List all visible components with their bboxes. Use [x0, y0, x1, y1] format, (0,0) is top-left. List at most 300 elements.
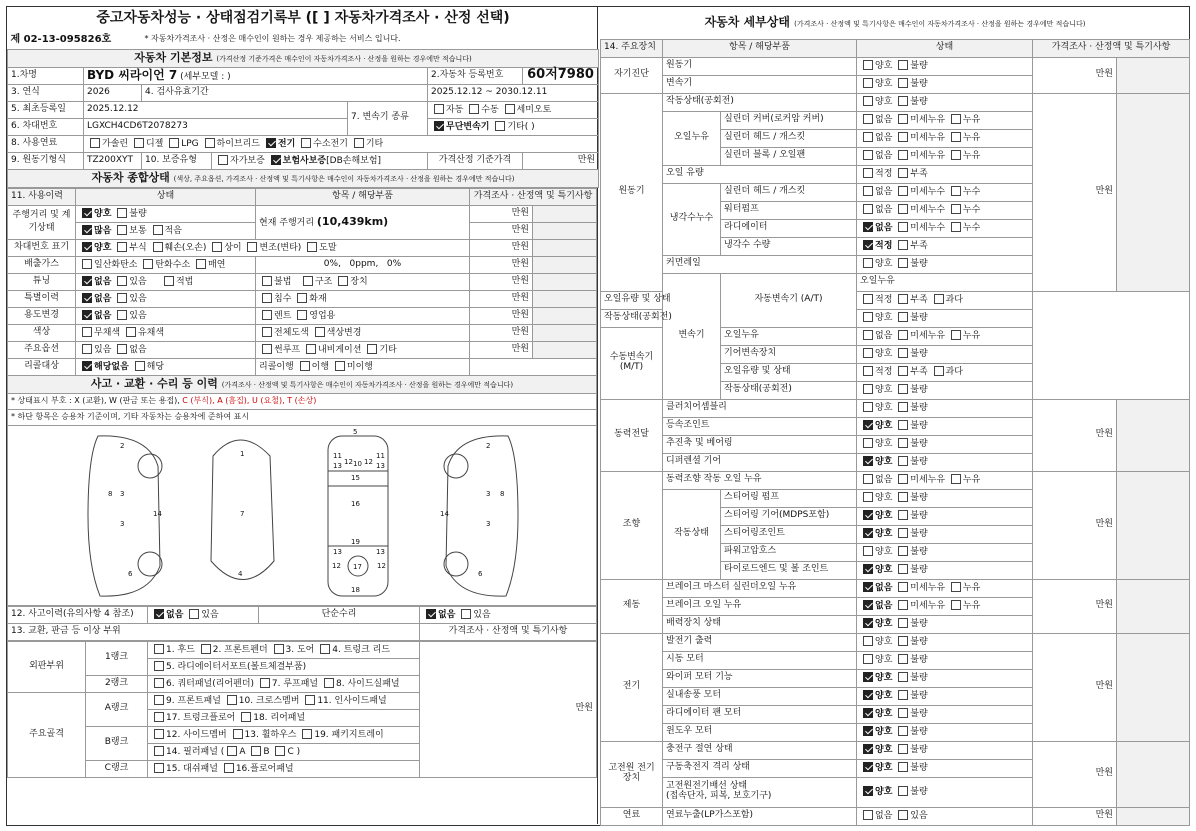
part-number: 19: [351, 537, 360, 546]
accident-title: 사고 · 교환 · 수리 등 이력: [90, 376, 218, 390]
opt: 무단변속기: [446, 121, 490, 132]
part-number: 12: [344, 457, 353, 466]
checkbox[interactable]: [863, 96, 873, 106]
checkbox[interactable]: [307, 242, 317, 252]
unit: 만원: [1033, 807, 1117, 825]
detail-note: (가격조사 · 산정액 및 특기사항은 매수인이 자동차가격조사 · 산정을 원하는 경우에만 적습니다): [794, 20, 1086, 29]
opt: 없음: [129, 344, 147, 355]
car-side-left: [88, 435, 160, 595]
part-number: 6: [478, 569, 483, 578]
mileage: (10,439km): [316, 214, 389, 228]
opt: 화재: [309, 293, 327, 304]
checkbox[interactable]: [154, 746, 164, 756]
checkbox[interactable]: [951, 186, 961, 196]
opt: 양호: [875, 493, 893, 504]
item: 구동축전지 격리 상태: [663, 759, 857, 777]
checkbox-checked[interactable]: [434, 121, 444, 131]
checkbox[interactable]: [126, 327, 136, 337]
opt: 무채색: [94, 327, 121, 338]
checkbox[interactable]: [898, 636, 908, 646]
opt: 불량: [910, 385, 928, 396]
symbol-note: * 상태표시 부호 : X (교환), W (판금 또는 용접),: [11, 395, 183, 405]
checkbox-checked[interactable]: [863, 744, 873, 754]
checkbox[interactable]: [898, 564, 908, 574]
opt: 보험사보증: [282, 155, 327, 166]
checkbox[interactable]: [898, 600, 908, 610]
checkbox[interactable]: [320, 644, 330, 654]
checkbox[interactable]: [863, 294, 873, 304]
checkbox[interactable]: [82, 327, 92, 337]
checkbox[interactable]: [898, 168, 908, 178]
opt: 불량: [910, 655, 928, 666]
checkbox[interactable]: [863, 474, 873, 484]
checkbox-checked[interactable]: [863, 564, 873, 574]
rank-b: B랭크: [86, 726, 148, 760]
checkbox[interactable]: [434, 104, 444, 114]
opt: 훼손(오손): [164, 242, 207, 253]
col-state: 상태: [857, 39, 1033, 57]
checkbox[interactable]: [898, 132, 908, 142]
checkbox-checked[interactable]: [82, 208, 92, 218]
checkbox[interactable]: [305, 695, 315, 705]
checkbox[interactable]: [218, 155, 228, 165]
checkbox[interactable]: [898, 810, 908, 820]
checkbox[interactable]: [898, 114, 908, 124]
checkbox-checked[interactable]: [863, 618, 873, 628]
label-reg-number: 2.자동차 등록번호: [428, 67, 523, 84]
checkbox[interactable]: [251, 746, 261, 756]
checkbox[interactable]: [898, 762, 908, 772]
checkbox-checked[interactable]: [863, 456, 873, 466]
checkbox[interactable]: [354, 138, 364, 148]
checkbox-checked[interactable]: [82, 293, 92, 303]
main-frame: 주요골격: [8, 692, 86, 777]
checkbox[interactable]: [863, 78, 873, 88]
opt: 양호: [875, 349, 893, 360]
rank-2: 2랭크: [86, 675, 148, 692]
checkbox[interactable]: [863, 150, 873, 160]
checkbox[interactable]: [82, 344, 92, 354]
checkbox-checked[interactable]: [863, 510, 873, 520]
opt: 4. 트렁크 리드: [332, 644, 391, 655]
checkbox[interactable]: [898, 708, 908, 718]
opt: 이행: [311, 361, 330, 372]
opt: 미세누유: [910, 115, 946, 126]
checkbox[interactable]: [898, 384, 908, 394]
part-number: 14: [153, 509, 162, 518]
checkbox[interactable]: [117, 208, 127, 218]
replace-label: 13. 교환, 판금 등 이상 부위: [8, 623, 420, 640]
checkbox[interactable]: [898, 312, 908, 322]
checkbox-checked[interactable]: [863, 672, 873, 682]
checkbox[interactable]: [117, 225, 127, 235]
checkbox-checked[interactable]: [82, 310, 92, 320]
opt: 누수: [962, 205, 981, 216]
checkbox[interactable]: [367, 344, 377, 354]
opt: 없음: [875, 223, 893, 234]
checkbox[interactable]: [143, 259, 153, 269]
opt: 불량: [910, 511, 928, 522]
checkbox[interactable]: [863, 204, 873, 214]
checkbox-checked[interactable]: [863, 222, 873, 232]
opt: 하이브리드: [216, 138, 261, 149]
opt: 19. 패키지트레이: [314, 729, 384, 740]
checkbox[interactable]: [934, 366, 944, 376]
checkbox-checked[interactable]: [863, 600, 873, 610]
checkbox[interactable]: [898, 474, 908, 484]
checkbox[interactable]: [863, 330, 873, 340]
unit: 만원: [470, 205, 533, 222]
opt: 누유: [962, 151, 981, 162]
item: 충전구 절연 상태: [663, 741, 857, 759]
opt: 미세누유: [910, 331, 946, 342]
checkbox-checked[interactable]: [82, 242, 92, 252]
page-title: 중고자동차성능 · 상태점검기록부 ([ ] 자동차가격조사 · 산정 선택): [96, 10, 510, 27]
opt: 양호: [875, 787, 893, 798]
checkbox[interactable]: [82, 259, 92, 269]
checkbox[interactable]: [898, 222, 908, 232]
checkbox-checked[interactable]: [863, 528, 873, 538]
opt: 양호: [875, 637, 893, 648]
part-number: 3: [120, 519, 125, 528]
checkbox[interactable]: [863, 438, 873, 448]
checkbox-checked[interactable]: [82, 361, 92, 371]
checkbox[interactable]: [951, 150, 961, 160]
checkbox[interactable]: [90, 138, 100, 148]
checkbox[interactable]: [951, 204, 961, 214]
checkbox[interactable]: [898, 618, 908, 628]
checkbox[interactable]: [898, 546, 908, 556]
checkbox[interactable]: [863, 312, 873, 322]
val: 0ppm,: [349, 258, 379, 269]
opt: 불량: [910, 439, 928, 450]
part-number: 11: [333, 451, 342, 460]
opt: 탄화수소: [155, 259, 191, 270]
checkbox[interactable]: [898, 582, 908, 592]
checkbox[interactable]: [495, 121, 505, 131]
item: 등속조인트: [663, 417, 857, 435]
label-engine-type: 9. 원동기형식: [8, 152, 84, 169]
checkbox[interactable]: [863, 348, 873, 358]
checkbox[interactable]: [117, 344, 127, 354]
checkbox[interactable]: [863, 258, 873, 268]
checkbox[interactable]: [262, 327, 272, 337]
checkbox[interactable]: [324, 678, 334, 688]
checkbox[interactable]: [951, 330, 961, 340]
checkbox[interactable]: [164, 276, 174, 286]
checkbox[interactable]: [154, 644, 164, 654]
item: 스티어링 기어(MDPS포함): [721, 507, 857, 525]
mileage-label: 주행거리 및 계기상태: [8, 205, 76, 239]
checkbox[interactable]: [153, 242, 163, 252]
checkbox[interactable]: [898, 654, 908, 664]
checkbox[interactable]: [863, 186, 873, 196]
checkbox-checked[interactable]: [863, 708, 873, 718]
part-number: 1: [240, 449, 245, 458]
checkbox[interactable]: [898, 420, 908, 430]
checkbox[interactable]: [189, 609, 199, 619]
part-number: 7: [240, 509, 245, 518]
checkbox-checked[interactable]: [863, 762, 873, 772]
item: 라디에이터: [721, 219, 857, 237]
checkbox[interactable]: [863, 654, 873, 664]
checkbox[interactable]: [863, 546, 873, 556]
label-car-name: 1.차명: [8, 67, 84, 84]
opt: 기타( ): [507, 121, 535, 132]
opt: 2. 프론트펜더: [212, 644, 268, 655]
service-notice: * 자동차가격조사 · 산정은 매수인이 원하는 경우 제공하는 서비스 입니다.: [142, 31, 599, 49]
opt: 없음: [438, 609, 456, 620]
checkbox[interactable]: [898, 150, 908, 160]
checkbox[interactable]: [863, 60, 873, 70]
opt: 구조: [314, 276, 333, 287]
label-inspection-valid: 4. 검사유효기간: [142, 84, 428, 101]
checkbox[interactable]: [297, 310, 307, 320]
opt: 9. 프론트패널: [166, 695, 221, 706]
checkbox[interactable]: [898, 438, 908, 448]
checkbox[interactable]: [212, 242, 222, 252]
opt: 수소전기: [313, 138, 348, 149]
checkbox[interactable]: [227, 695, 237, 705]
checkbox[interactable]: [898, 672, 908, 682]
unit: 만원: [1033, 741, 1117, 807]
opt: 기타: [365, 138, 384, 149]
row-label: 리콜대상: [8, 358, 76, 375]
checkbox[interactable]: [241, 712, 251, 722]
checkbox[interactable]: [934, 294, 944, 304]
opt: 불량: [910, 313, 928, 324]
checkbox[interactable]: [224, 763, 234, 773]
checkbox[interactable]: [863, 114, 873, 124]
opt: 17. 트렁크플로어: [166, 712, 236, 723]
checkbox[interactable]: [262, 310, 272, 320]
checkbox[interactable]: [898, 510, 908, 520]
checkbox[interactable]: [117, 293, 127, 303]
checkbox[interactable]: [898, 456, 908, 466]
checkbox[interactable]: [951, 582, 961, 592]
checkbox[interactable]: [951, 222, 961, 232]
checkbox[interactable]: [898, 60, 908, 70]
opt: 장치: [350, 276, 368, 287]
checkbox[interactable]: [898, 690, 908, 700]
checkbox[interactable]: [262, 293, 272, 303]
opt: 기타: [379, 344, 397, 355]
item: 작동상태(공회전): [601, 309, 663, 327]
basic-info-note: (가격산정 기준가격은 매수인이 자동차가격조사 · 산정을 원하는 경우에만 적습니다): [216, 54, 472, 63]
checkbox[interactable]: [898, 96, 908, 106]
checkbox[interactable]: [169, 138, 179, 148]
checkbox[interactable]: [154, 695, 164, 705]
checkbox[interactable]: [154, 678, 164, 688]
checkbox[interactable]: [117, 310, 127, 320]
checkbox[interactable]: [951, 132, 961, 142]
opt: 양호: [875, 709, 893, 720]
checkbox[interactable]: [262, 344, 272, 354]
opt: 과다: [945, 367, 963, 378]
checkbox[interactable]: [951, 474, 961, 484]
simple-repair-label: 단순수리: [259, 606, 420, 623]
col-price: 가격조사 · 산정액 및 특기사항: [470, 188, 597, 205]
unit: 만원: [510, 641, 597, 777]
opt: 16.플로어패널: [235, 763, 294, 774]
label-warranty: 10. 보증유형: [142, 152, 212, 169]
checkbox[interactable]: [951, 114, 961, 124]
checkbox-checked[interactable]: [863, 420, 873, 430]
opt: 있음: [473, 609, 491, 620]
opt: 보통: [129, 225, 147, 236]
checkbox[interactable]: [301, 138, 311, 148]
checkbox-checked[interactable]: [863, 690, 873, 700]
checkbox[interactable]: [505, 104, 515, 114]
checkbox-checked[interactable]: [863, 240, 873, 250]
opt: 누유: [962, 475, 981, 486]
car-diagram: [8, 425, 597, 605]
checkbox[interactable]: [898, 786, 908, 796]
checkbox[interactable]: [300, 361, 310, 371]
checkbox[interactable]: [898, 348, 908, 358]
checkbox[interactable]: [898, 78, 908, 88]
opt: 양호: [875, 385, 893, 396]
opt: 12. 사이드멤버: [166, 729, 227, 740]
opt: 수동: [481, 104, 499, 115]
checkbox[interactable]: [898, 258, 908, 268]
checkbox[interactable]: [154, 712, 164, 722]
checkbox[interactable]: [302, 729, 312, 739]
checkbox[interactable]: [863, 132, 873, 142]
opt: 양호: [875, 619, 893, 630]
opt: 불량: [910, 403, 928, 414]
checkbox[interactable]: [863, 810, 873, 820]
checkbox[interactable]: [898, 294, 908, 304]
part-number: 3: [120, 489, 125, 498]
opt: 없음: [94, 293, 112, 304]
checkbox-checked[interactable]: [863, 786, 873, 796]
opt: 불량: [910, 457, 928, 468]
checkbox-checked[interactable]: [426, 609, 436, 619]
checkbox[interactable]: [863, 384, 873, 394]
checkbox[interactable]: [898, 726, 908, 736]
checkbox[interactable]: [898, 492, 908, 502]
opt: 미세누유: [910, 601, 946, 612]
checkbox[interactable]: [306, 344, 316, 354]
opt: 많음: [94, 225, 112, 236]
checkbox[interactable]: [205, 138, 215, 148]
checkbox[interactable]: [117, 242, 127, 252]
item: 오일누유: [857, 273, 1033, 291]
opt: 양호: [875, 61, 893, 72]
item: 작동상태(공회전): [663, 93, 857, 111]
opt: 8. 사이드실패널: [336, 678, 400, 689]
opt: 유채색: [137, 327, 165, 338]
unit: 만원: [470, 239, 533, 256]
checkbox[interactable]: [153, 225, 163, 235]
left-panel: [7, 7, 598, 824]
part-number: 5: [353, 427, 358, 436]
section-fuel: 연료: [601, 807, 663, 825]
checkbox[interactable]: [863, 636, 873, 646]
row-label: 색상: [8, 324, 76, 341]
wheel-icon: [444, 552, 468, 576]
outer-parts: 외판부위: [8, 641, 86, 692]
checkbox-checked[interactable]: [271, 155, 281, 165]
item: 동력조향 작동 오일 누유: [663, 471, 857, 489]
opt: 양호: [875, 745, 893, 756]
checkbox[interactable]: [898, 204, 908, 214]
checkbox[interactable]: [863, 492, 873, 502]
part-number: 12: [377, 561, 386, 570]
checkbox[interactable]: [154, 729, 164, 739]
checkbox[interactable]: [275, 746, 285, 756]
checkbox-checked[interactable]: [863, 582, 873, 592]
checkbox-checked[interactable]: [154, 609, 164, 619]
checkbox[interactable]: [863, 402, 873, 412]
checkbox[interactable]: [338, 276, 348, 286]
checkbox[interactable]: [233, 729, 243, 739]
part-number: 4: [238, 569, 243, 578]
checkbox[interactable]: [898, 528, 908, 538]
opt: 적정: [875, 367, 893, 378]
checkbox-checked[interactable]: [863, 726, 873, 736]
checkbox-checked[interactable]: [82, 276, 92, 286]
opt: 자가보증: [230, 155, 265, 166]
checkbox[interactable]: [863, 168, 873, 178]
opt: 양호: [875, 403, 893, 414]
checkbox[interactable]: [898, 330, 908, 340]
opt: 없음: [875, 601, 893, 612]
checkbox-checked[interactable]: [266, 138, 276, 148]
checkbox[interactable]: [154, 763, 164, 773]
checkbox[interactable]: [335, 361, 345, 371]
checkbox[interactable]: [274, 644, 284, 654]
checkbox[interactable]: [154, 661, 164, 671]
checkbox[interactable]: [898, 402, 908, 412]
checkbox[interactable]: [262, 276, 272, 286]
checkbox[interactable]: [227, 746, 237, 756]
opt: 미세누수: [910, 223, 946, 234]
checkbox[interactable]: [863, 366, 873, 376]
checkbox[interactable]: [898, 744, 908, 754]
checkbox[interactable]: [898, 240, 908, 250]
unit: 만원: [1033, 471, 1117, 579]
checkbox[interactable]: [461, 609, 471, 619]
opt: 없음: [875, 151, 893, 162]
checkbox[interactable]: [951, 600, 961, 610]
checkbox[interactable]: [117, 276, 127, 286]
item: 워터펌프: [721, 201, 857, 219]
opt: 14. 필러패널 (: [166, 746, 225, 757]
checkbox[interactable]: [247, 242, 257, 252]
checkbox[interactable]: [898, 186, 908, 196]
item: 배력장치 상태: [663, 615, 857, 633]
checkbox[interactable]: [898, 366, 908, 376]
checkbox[interactable]: [315, 327, 325, 337]
checkbox[interactable]: [297, 293, 307, 303]
checkbox[interactable]: [260, 678, 270, 688]
opt: 양호: [875, 691, 893, 702]
item: 클러치어셈블리: [663, 399, 857, 417]
checkbox[interactable]: [134, 138, 144, 148]
checkbox[interactable]: [303, 276, 313, 286]
checkbox[interactable]: [196, 259, 206, 269]
checkbox[interactable]: [201, 644, 211, 654]
opt: 양호: [875, 763, 893, 774]
checkbox-checked[interactable]: [82, 225, 92, 235]
opt: 불량: [910, 79, 928, 90]
opt: 양호: [875, 313, 893, 324]
checkbox[interactable]: [135, 361, 145, 371]
item: 파워고압호스: [721, 543, 857, 561]
checkbox[interactable]: [469, 104, 479, 114]
